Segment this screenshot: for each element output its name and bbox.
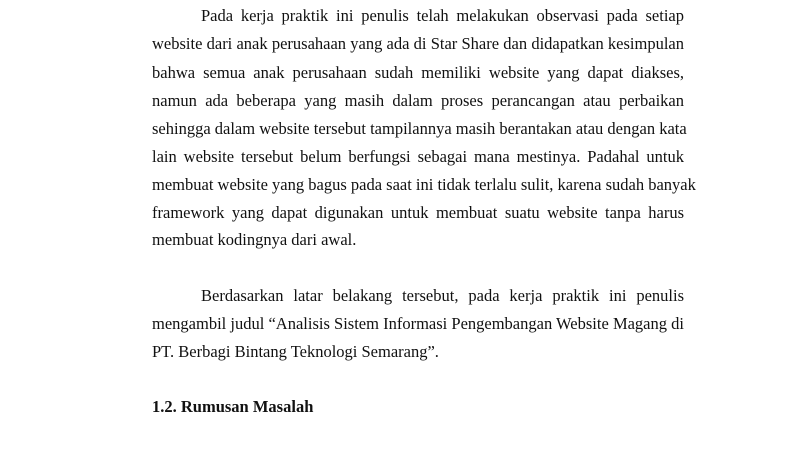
- paragraph-line: sehingga dalam website tersebut tampilannya masih berantakan atau dengan kata: [152, 119, 687, 138]
- section-heading: 1.2. Rumusan Masalah: [152, 397, 314, 416]
- paragraph-line: Pada kerja praktik ini penulis telah melakukan observasi pada setiap: [201, 6, 684, 25]
- paragraph-line: lain website tersebut belum berfungsi sebagai mana mestinya. Padahal untuk: [152, 147, 684, 166]
- paragraph-line: PT. Berbagi Bintang Teknologi Semarang”.: [152, 342, 439, 361]
- paragraph-line: Berdasarkan latar belakang tersebut, pada kerja praktik ini penulis: [201, 286, 684, 305]
- paragraph-line: mengambil judul “Analisis Sistem Informasi Pengembangan Website Magang di: [152, 314, 684, 333]
- paragraph-line: bahwa semua anak perusahaan sudah memiliki website yang dapat diakses,: [152, 63, 684, 82]
- paragraph-line: membuat website yang bagus pada saat ini tidak terlalu sulit, karena sudah banyak: [152, 175, 696, 194]
- paragraph-line: website dari anak perusahaan yang ada di Star Share dan didapatkan kesimpulan: [152, 34, 684, 53]
- paragraph-line: framework yang dapat digunakan untuk membuat suatu website tanpa harus: [152, 203, 684, 222]
- paragraph-line: namun ada beberapa yang masih dalam proses perancangan atau perbaikan: [152, 91, 684, 110]
- paragraph-line: membuat kodingnya dari awal.: [152, 230, 357, 249]
